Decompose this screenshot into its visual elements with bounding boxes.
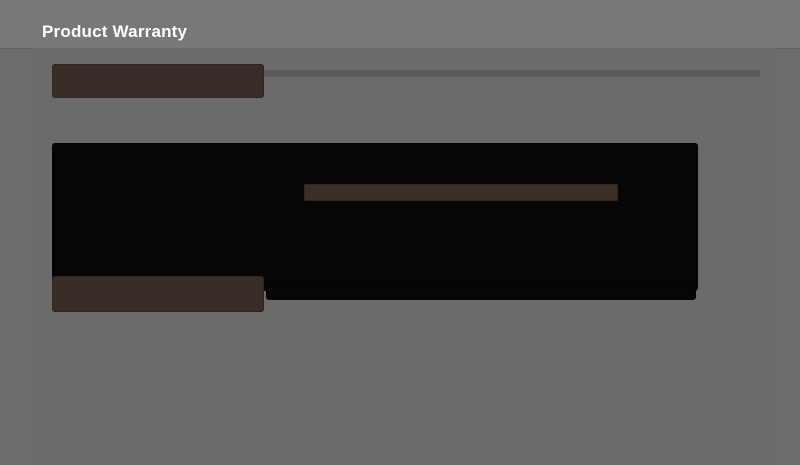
footer-line — [52, 276, 264, 312]
inline-highlight-line — [304, 184, 618, 201]
page-left-margin — [0, 0, 34, 465]
body-paragraph-block — [52, 143, 698, 291]
page-title: Product Warranty — [42, 22, 188, 41]
footer-trailing-rule — [266, 286, 696, 300]
document-content-area — [34, 48, 778, 465]
heading-line — [52, 64, 264, 98]
title-bar — [0, 0, 800, 49]
heading-trailing-rule — [262, 70, 760, 77]
page-right-margin — [778, 0, 800, 465]
